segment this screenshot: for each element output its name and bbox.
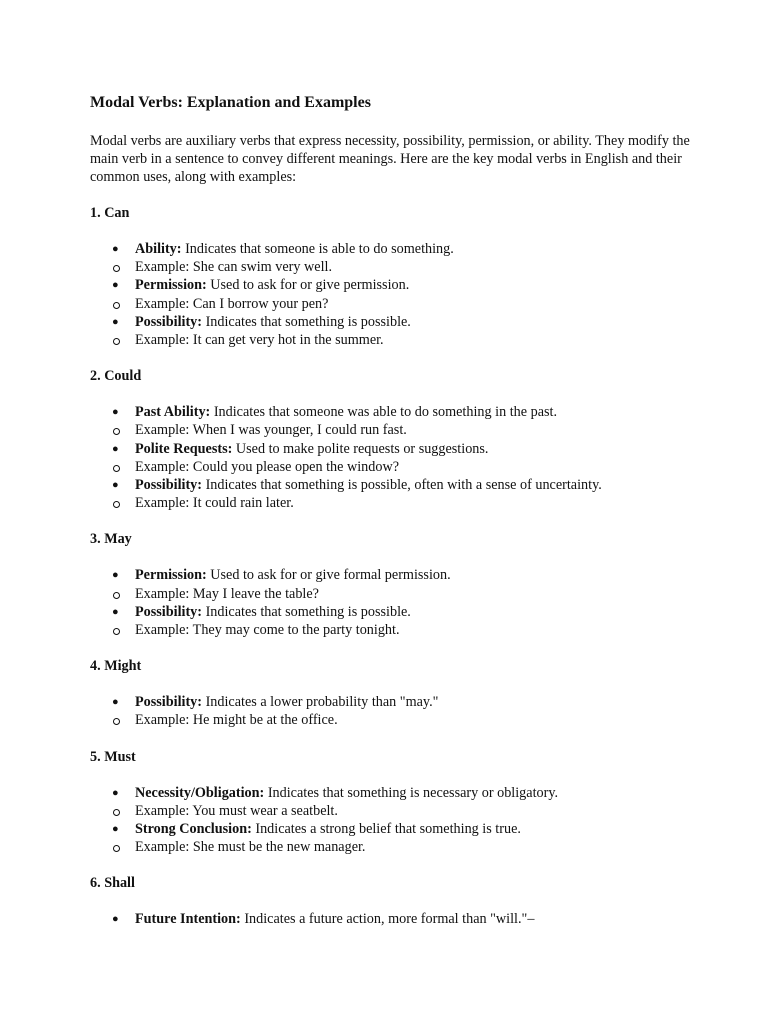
bullet-list <box>90 784 690 857</box>
hollow-bullet-icon <box>113 592 120 599</box>
item-description: Indicates that someone is able to do something. <box>181 241 454 257</box>
section-heading: 5. Must <box>90 748 136 765</box>
hollow-bullet-icon <box>113 302 120 309</box>
bullet-icon: ● <box>112 442 119 455</box>
bullet-list <box>90 566 690 639</box>
example-text: Example: It can get very hot in the summer. <box>135 332 384 349</box>
example-item <box>90 295 690 313</box>
bullet-icon: ● <box>112 315 119 328</box>
hollow-bullet-icon <box>113 428 120 435</box>
item-term: Polite Requests: <box>135 440 233 457</box>
hollow-bullet-icon <box>113 628 120 635</box>
item-description: Indicates a future action, more formal than "will."– <box>240 911 535 928</box>
item-description: Indicates that something is possible. <box>202 313 411 330</box>
example-item <box>90 838 690 856</box>
list-item <box>90 820 690 838</box>
document-title: Modal Verbs: Explanation and Examples <box>90 94 371 111</box>
item-term: Possibility: <box>135 603 203 620</box>
item-description: Indicates that someone was able to do something in the past. <box>210 404 558 421</box>
example-text: Example: Could you please open the window? <box>135 458 399 475</box>
example-item <box>90 585 690 603</box>
section-heading: 2. Could <box>90 368 142 385</box>
example-item <box>90 421 690 439</box>
example-text: Example: When I was younger, I could run fast. <box>135 422 407 439</box>
item-description: Indicates that something is possible. <box>202 603 411 620</box>
item-description: Indicates a strong belief that something is true. <box>251 821 521 838</box>
bullet-icon: ● <box>112 823 119 836</box>
section-heading: 6. Shall <box>90 875 135 892</box>
list-item <box>90 440 690 458</box>
example-item <box>90 258 690 276</box>
item-term: Possibility: <box>135 477 203 494</box>
list-item <box>90 910 690 928</box>
example-text: Example: May I leave the table? <box>135 585 319 602</box>
example-item <box>90 802 690 820</box>
list-item <box>90 603 690 621</box>
example-text: Example: He might be at the office. <box>135 712 338 729</box>
list-item <box>90 276 690 294</box>
item-term: Strong Conclusion: <box>135 821 252 838</box>
item-term: Past Ability: <box>135 404 211 421</box>
item-description: Indicates a lower probability than "may." <box>202 694 439 711</box>
hollow-bullet-icon <box>113 465 120 472</box>
bullet-icon: ● <box>112 786 119 799</box>
item-description: Indicates that something is necessary or obligatory. <box>264 784 559 801</box>
example-item <box>90 458 690 476</box>
hollow-bullet-icon <box>113 809 120 816</box>
bullet-icon: ● <box>112 569 119 582</box>
item-term: Future Intention: <box>135 911 241 928</box>
item-description: Indicates that something is possible, often with a sense of uncertainty. <box>202 477 602 494</box>
section-heading: 3. May <box>90 531 132 548</box>
list-item <box>90 476 690 494</box>
example-text: Example: They may come to the party tonight. <box>135 622 400 639</box>
bullet-icon: ● <box>112 605 119 618</box>
hollow-bullet-icon <box>113 265 120 272</box>
bullet-icon: ● <box>112 479 119 492</box>
bullet-icon: ● <box>112 279 119 292</box>
example-item <box>90 494 690 512</box>
item-description: Used to ask for or give formal permission. <box>206 567 451 584</box>
item-term: Necessity/Obligation: <box>135 784 265 801</box>
item-term: Possibility: <box>135 313 203 330</box>
example-text: Example: Can I borrow your pen? <box>135 295 329 312</box>
example-item <box>90 711 690 729</box>
example-item <box>90 621 690 639</box>
intro-paragraph: Modal verbs are auxiliary verbs that express necessity, possibility, permission, or ability. They modify the main verb in a sentence to convey different meanings. Here are the key modal verbs in English and their common uses, along with examples: <box>90 133 690 185</box>
document-page <box>90 93 690 947</box>
bullet-list <box>90 240 690 349</box>
hollow-bullet-icon <box>113 718 120 725</box>
item-term: Permission: <box>135 567 207 584</box>
item-description: Used to make polite requests or suggestions. <box>232 440 489 457</box>
bullet-list <box>90 403 690 512</box>
bullet-icon: ● <box>112 913 119 926</box>
item-description: Used to ask for or give permission. <box>206 277 410 294</box>
example-text: Example: It could rain later. <box>135 495 294 512</box>
item-term: Permission: <box>135 277 207 294</box>
sections-container <box>90 204 690 929</box>
list-item <box>90 240 690 258</box>
list-item <box>90 403 690 421</box>
bullet-list <box>90 693 690 729</box>
hollow-bullet-icon <box>113 845 120 852</box>
example-text: Example: You must wear a seatbelt. <box>135 802 338 819</box>
item-term: Ability: <box>135 241 182 257</box>
section-heading: 4. Might <box>90 658 142 675</box>
list-item <box>90 313 690 331</box>
example-item <box>90 331 690 349</box>
hollow-bullet-icon <box>113 338 120 345</box>
example-text: Example: She must be the new manager. <box>135 839 366 856</box>
list-item <box>90 784 690 802</box>
bullet-icon: ● <box>112 243 119 255</box>
hollow-bullet-icon <box>113 501 120 508</box>
list-item <box>90 566 690 584</box>
list-item <box>90 693 690 711</box>
item-term: Possibility: <box>135 694 203 711</box>
example-text: Example: She can swim very well. <box>135 259 332 276</box>
bullet-icon: ● <box>112 406 119 419</box>
section-heading: 1. Can <box>90 205 130 221</box>
bullet-icon: ● <box>112 696 119 709</box>
bullet-list <box>90 910 690 928</box>
